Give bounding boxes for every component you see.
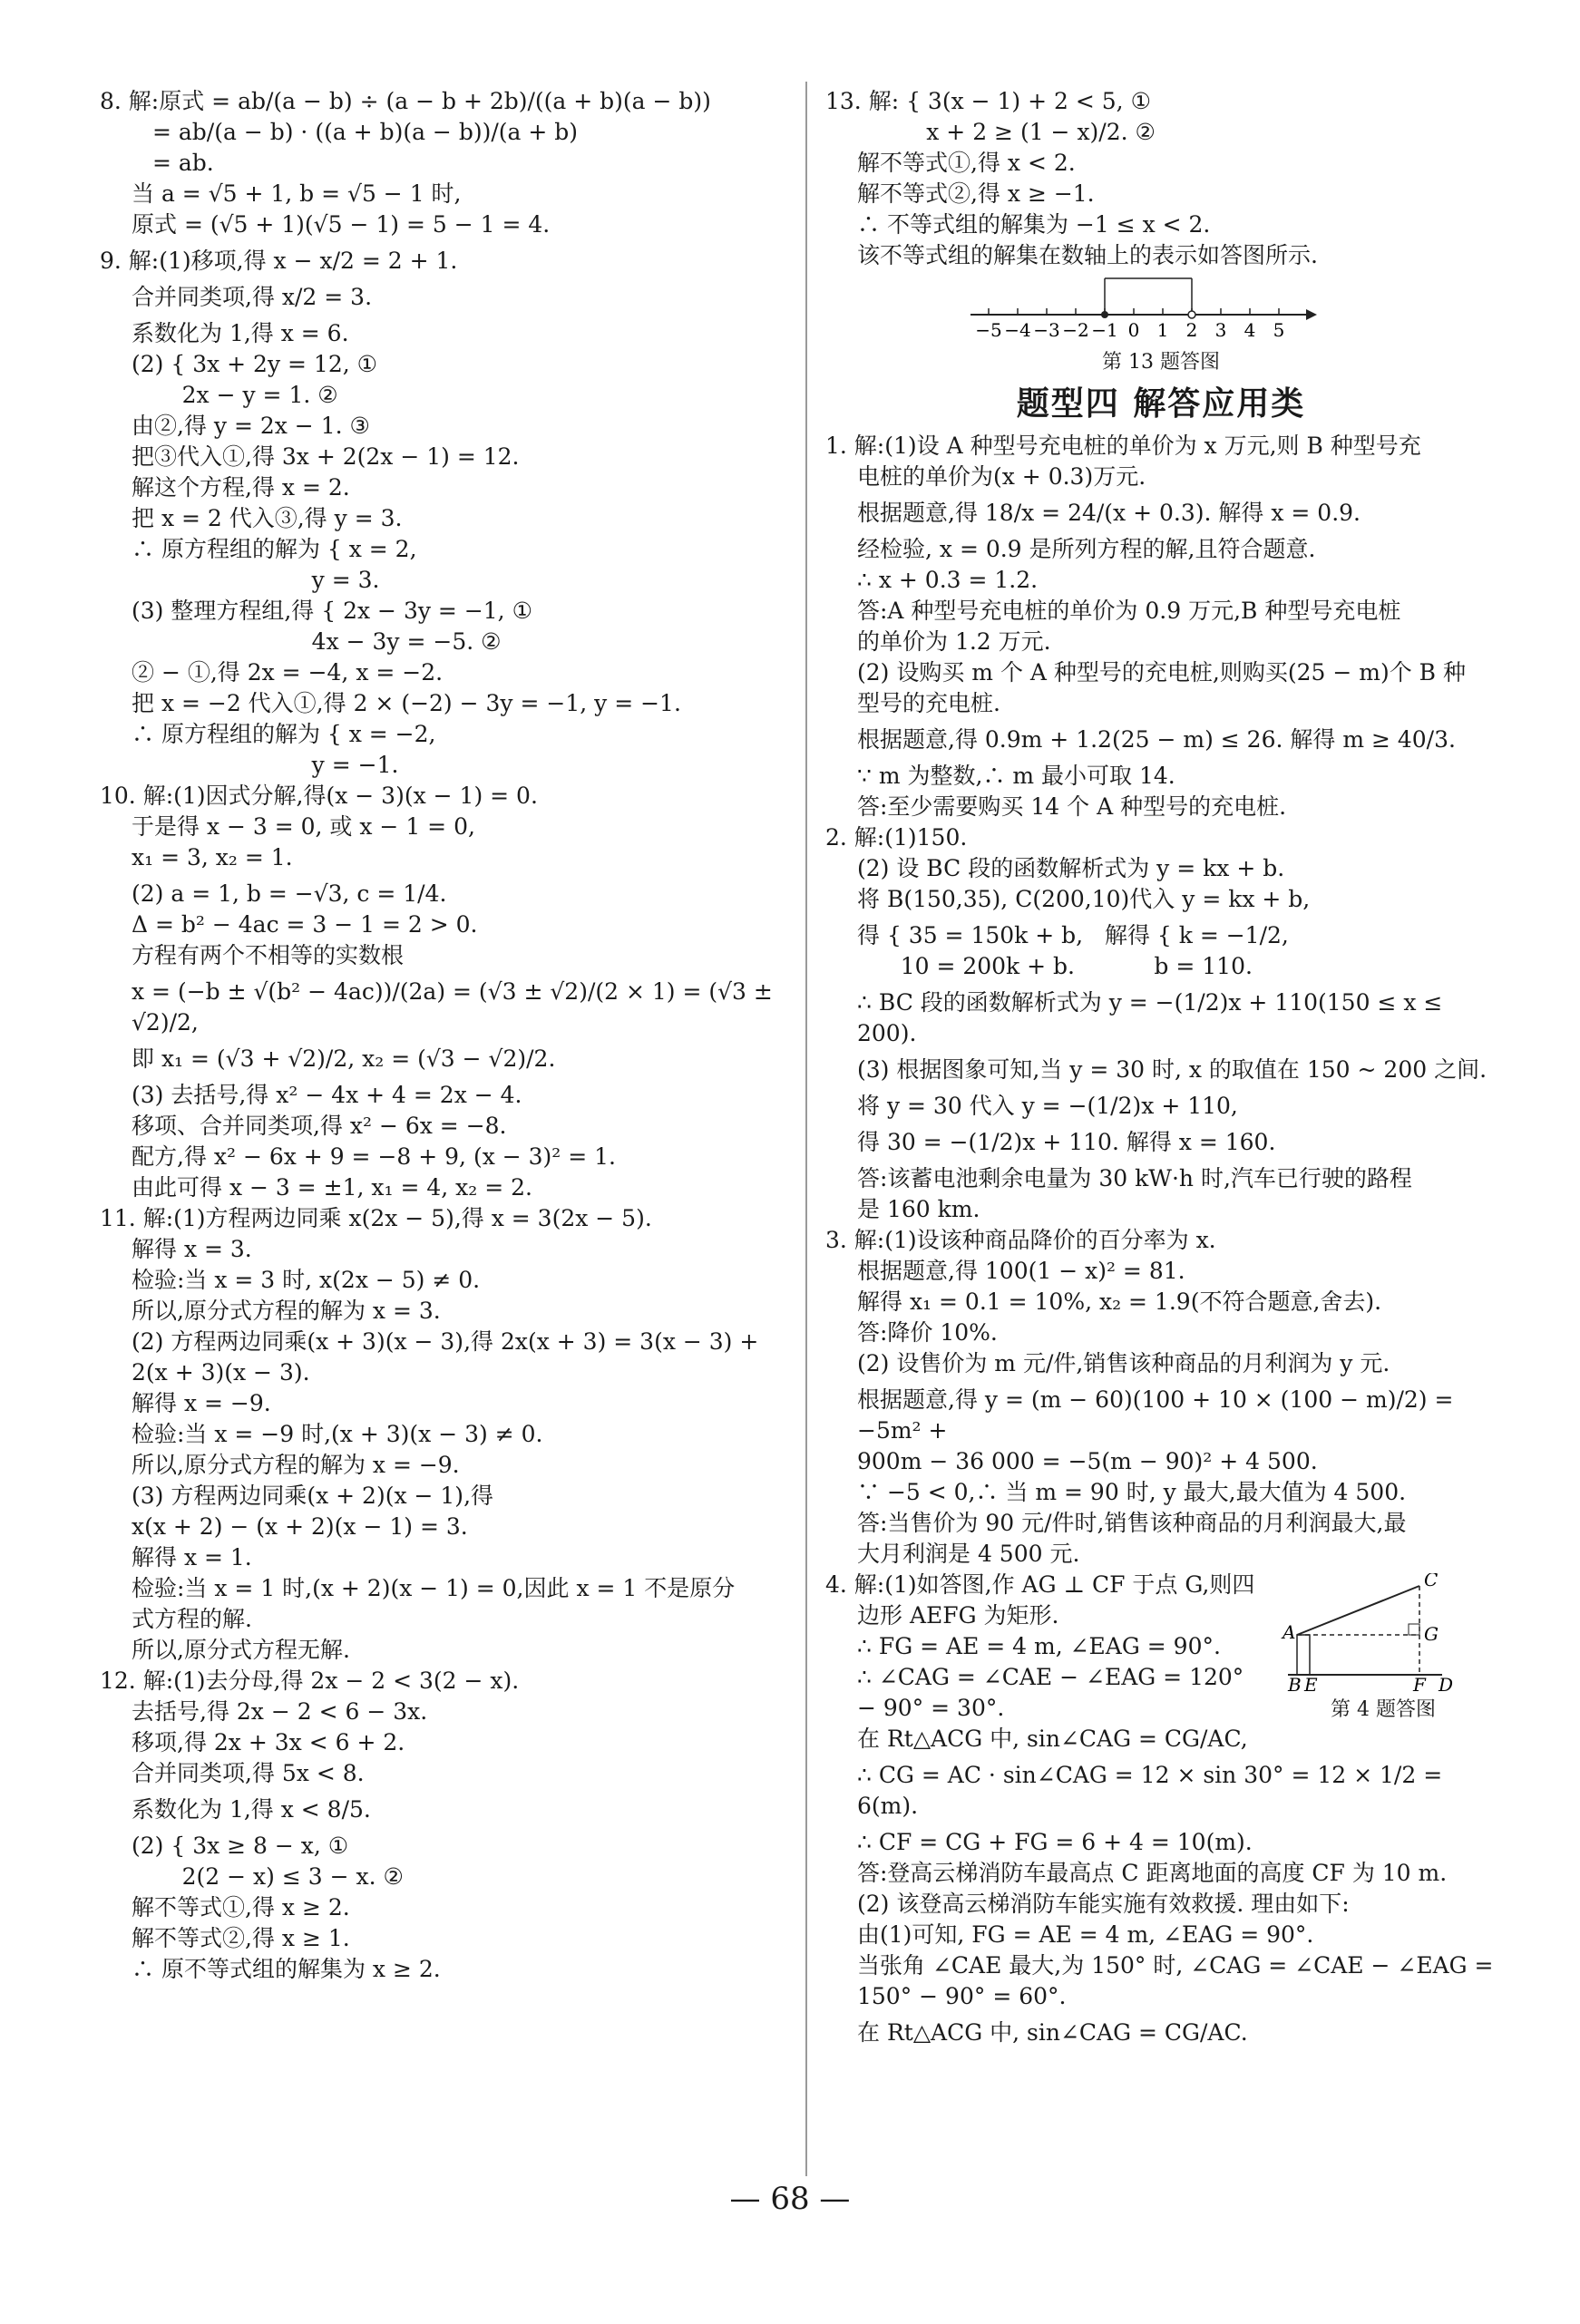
text-line: ② − ①,得 2x = −4, x = −2. [132, 659, 444, 686]
tick-label: 5 [1273, 319, 1285, 341]
text-line: (2) 设售价为 m 元/件,销售该种商品的月利润为 y 元. [857, 1350, 1390, 1376]
tick-label: −1 [1091, 319, 1118, 341]
text-line: (3) 根据图象可知,当 y = 30 时, x 的取值在 150 ~ 200 之间. [857, 1056, 1487, 1083]
text-line: x = (−b ± √(b² − 4ac))/(2a) = (√3 ± √2)/(2 × 1) = (√3 ± √2)/2, [132, 978, 780, 1036]
left-column [100, 86, 798, 1985]
text-line: 答:A 种型号充电桩的单价为 0.9 万元,B 种型号充电桩 [857, 598, 1401, 624]
text-line: 解不等式①,得 x < 2. [857, 150, 1076, 176]
tick-label: −2 [1062, 319, 1089, 341]
text-line: 经检验, x = 0.9 是所列方程的解,且符合题意. [857, 536, 1316, 562]
text-line: 3. 解:(1)设该种商品降价的百分率为 x. [825, 1227, 1216, 1253]
label-c: C [1424, 1573, 1439, 1590]
text-line: ∵ −5 < 0,∴ 当 m = 90 时, y 最大,最大值为 4 500. [857, 1479, 1407, 1505]
text-line: 答:降价 10%. [857, 1319, 998, 1346]
text-line: Δ = b² − 4ac = 3 − 1 = 2 > 0. [132, 911, 478, 938]
text-line: 答:当售价为 90 元/件时,销售该种商品的月利润最大,最 [857, 1510, 1407, 1536]
number-line-svg [825, 271, 1497, 344]
text-line: ∴ x + 0.3 = 1.2. [857, 567, 1039, 593]
text-line: 在 Rt△ACG 中, sin∠CAG = CG/AC, [857, 1726, 1248, 1752]
text-line: 系数化为 1,得 x < 8/5. [132, 1796, 371, 1823]
text-line: 合并同类项,得 x/2 = 3. [132, 284, 373, 310]
right-angle-mark [1409, 1624, 1419, 1635]
application-problems [825, 431, 1497, 1570]
text-line: 电桩的单价为(x + 0.3)万元. [857, 463, 1146, 490]
tick-label: −4 [1004, 319, 1031, 341]
text-line: (3) 整理方程组,得 { 2x − 3y = −1, ① [132, 598, 532, 624]
label-b: B [1288, 1674, 1302, 1691]
text-line: (2) 方程两边同乘(x + 3)(x − 3),得 2x(x + 3) = 3(x − 3) + [132, 1328, 759, 1355]
text-line: (3) 去括号,得 x² − 4x + 4 = 2x − 4. [132, 1082, 522, 1108]
text-line: 答:至少需要购买 14 个 A 种型号的充电桩. [857, 793, 1287, 820]
number-line-figure [825, 271, 1497, 376]
text-line: 去括号,得 2x − 2 < 6 − 3x. [132, 1698, 428, 1725]
text-line: 1. 解:(1)设 A 种型号充电桩的单价为 x 万元,则 B 种型号充 [825, 433, 1421, 459]
text-line: (2) a = 1, b = −√3, c = 1/4. [132, 880, 447, 907]
label-d: D [1439, 1674, 1454, 1691]
text-line: ∵ m 为整数,∴ m 最小可取 14. [857, 763, 1175, 789]
text-line: 解不等式②,得 x ≥ 1. [132, 1925, 350, 1951]
text-line: 解这个方程,得 x = 2. [132, 474, 350, 501]
text-line: 根据题意,得 0.9m + 1.2(25 − m) ≤ 26. 解得 m ≥ 40/3. [857, 726, 1456, 753]
text-line: = ab. [152, 150, 214, 176]
text-line: 2x − y = 1. ② [132, 382, 338, 408]
text-line: 900m − 36 000 = −5(m − 90)² + 4 500. [857, 1448, 1318, 1474]
text-line: 配方,得 x² − 6x + 9 = −8 + 9, (x − 3)² = 1. [132, 1143, 617, 1170]
text-line: ∴ 原不等式组的解集为 x ≥ 2. [132, 1956, 441, 1982]
text-line: (2) 设 BC 段的函数解析式为 y = kx + b. [857, 855, 1285, 881]
text-line: ∴ ∠CAG = ∠CAE − ∠EAG = 120° − 90° = 30°. [857, 1664, 1252, 1721]
text-line: x(x + 2) − (x + 2)(x − 1) = 3. [132, 1513, 468, 1540]
text-line: ∴ CF = CG + FG = 6 + 4 = 10(m). [857, 1829, 1253, 1855]
tick-label: −5 [975, 319, 1002, 341]
text-line: 解得 x = 3. [132, 1236, 252, 1262]
text-line: y = 3. [132, 567, 380, 593]
text-line: 由此可得 x − 3 = ±1, x₁ = 4, x₂ = 2. [132, 1174, 532, 1201]
text-line: 型号的充电桩. [857, 690, 1000, 716]
label-a: A [1283, 1621, 1296, 1643]
label-f: F [1413, 1674, 1426, 1691]
problem-4-figure [1270, 1573, 1497, 1724]
text-line: 合并同类项,得 5x < 8. [132, 1760, 365, 1786]
tick-label: 1 [1156, 319, 1169, 341]
text-line: 根据题意,得 18/x = 24/(x + 0.3). 解得 x = 0.9. [857, 500, 1361, 526]
text-line: 根据题意,得 y = (m − 60)(100 + 10 × (100 − m)/2) = −5m² + [857, 1386, 1461, 1444]
text-line: 大月利润是 4 500 元. [857, 1541, 1080, 1567]
text-line: 是 160 km. [857, 1196, 980, 1222]
text-line: 系数化为 1,得 x = 6. [132, 320, 349, 346]
text-line: y = −1. [132, 752, 399, 778]
text-line: 由(1)可知, FG = AE = 4 m, ∠EAG = 90°. [857, 1921, 1314, 1948]
problem-4-block [825, 1570, 1497, 1755]
text-line: 于是得 x − 3 = 0, 或 x − 1 = 0, [132, 813, 475, 840]
text-line: ∴ 原方程组的解为 { x = −2, [132, 721, 436, 747]
text-line: x₁ = 3, x₂ = 1. [132, 844, 293, 870]
problem-13-block [825, 86, 1497, 271]
text-line: 解得 x = 1. [132, 1544, 252, 1570]
text-line: (2) { 3x + 2y = 12, ① [132, 351, 378, 377]
problem-4-caption: 第 4 题答图 [1331, 1698, 1436, 1721]
text-line: 得 30 = −(1/2)x + 110. 解得 x = 160. [857, 1129, 1276, 1155]
text-line: 把 x = 2 代入③,得 y = 3. [132, 505, 403, 531]
text-line: 4. 解:(1)如答图,作 AG ⊥ CF 于点 G,则四 [825, 1571, 1255, 1598]
text-line: (2) { 3x ≥ 8 − x, ① [132, 1833, 349, 1859]
text-line: (2) 该登高云梯消防车能实施有效救援. 理由如下: [857, 1891, 1350, 1917]
axis-arrow [1306, 309, 1317, 320]
text-line: ∴ BC 段的函数解析式为 y = −(1/2)x + 110(150 ≤ x ≤ 200). [857, 989, 1450, 1046]
text-line: = ab/(a − b) · ((a + b)(a − b))/(a + b) [152, 119, 579, 145]
text-line: 方程有两个不相等的实数根 [132, 942, 405, 968]
truck-base [1297, 1635, 1310, 1675]
text-line: 当 a = √5 + 1, b = √5 − 1 时, [132, 180, 462, 207]
text-line: 解不等式②,得 x ≥ −1. [857, 180, 1095, 207]
right-column [825, 86, 1497, 2048]
text-line: ∴ 不等式组的解集为 −1 ≤ x < 2. [857, 211, 1211, 238]
text-line: 8. 解:原式 = ab/(a − b) ÷ (a − b + 2b)/((a + b)(a − b)) [100, 88, 711, 114]
text-line: 10. 解:(1)因式分解,得(x − 3)(x − 1) = 0. [100, 783, 538, 809]
text-line: ∴ FG = AE = 4 m, ∠EAG = 90°. [857, 1633, 1221, 1659]
text-line: (2) 设购买 m 个 A 种型号的充电桩,则购买(25 − m)个 B 种 [857, 659, 1466, 686]
page-number: — 68 — [729, 2181, 851, 2217]
text-line: 所以,原分式方程的解为 x = 3. [132, 1298, 441, 1324]
tick-label: 3 [1214, 319, 1227, 341]
text-line: 的单价为 1.2 万元. [857, 628, 1051, 655]
open-point [1188, 311, 1195, 318]
text-line: 把 x = −2 代入①,得 2 × (−2) − 3y = −1, y = −1. [132, 690, 681, 716]
text-line: 得 { 35 = 150k + b, 解得 { k = −1/2, [857, 922, 1289, 948]
text-line: 12. 解:(1)去分母,得 2x − 2 < 3(2 − x). [100, 1668, 520, 1694]
text-line: 2. 解:(1)150. [825, 824, 968, 851]
text-line: 2(2 − x) ≤ 3 − x. ② [132, 1863, 404, 1890]
text-line: (3) 方程两边同乘(x + 2)(x − 1),得 [132, 1483, 494, 1509]
text-line: 13. 解: { 3(x − 1) + 2 < 5, ① [825, 88, 1151, 114]
text-line: 11. 解:(1)方程两边同乘 x(2x − 5),得 x = 3(2x − 5). [100, 1205, 652, 1231]
text-line: ∴ CG = AC · sin∠CAG = 12 × sin 30° = 12 × 1/2 = 6(m). [857, 1762, 1450, 1819]
text-line: 式方程的解. [132, 1606, 252, 1632]
text-line: 在 Rt△ACG 中, sin∠CAG = CG/AC. [857, 2019, 1248, 2046]
tick-label: 4 [1244, 319, 1256, 341]
text-line: 当张角 ∠CAE 最大,为 150° 时, ∠CAG = ∠CAE − ∠EAG = [857, 1952, 1494, 1979]
text-line: 由②,得 y = 2x − 1. ③ [132, 413, 370, 439]
text-line: 所以,原分式方程无解. [132, 1637, 350, 1663]
text-line: 答:登高云梯消防车最高点 C 距离地面的高度 CF 为 10 m. [857, 1860, 1448, 1886]
text-line: 把③代入①,得 3x + 2(2x − 1) = 12. [132, 443, 520, 470]
text-line: ∴ 原方程组的解为 { x = 2, [132, 536, 417, 562]
ladder-ac [1297, 1586, 1419, 1635]
ladder-diagram [1270, 1573, 1497, 1691]
text-line: 检验:当 x = −9 时,(x + 3)(x − 3) ≠ 0. [132, 1421, 543, 1447]
text-line: 移项,得 2x + 3x < 6 + 2. [132, 1729, 405, 1755]
text-line: 根据题意,得 100(1 − x)² = 81. [857, 1258, 1185, 1284]
text-line: 答:该蓄电池剩余电量为 30 kW·h 时,汽车已行驶的路程 [857, 1165, 1412, 1191]
text-line: 4x − 3y = −5. ② [132, 628, 502, 655]
text-line: 原式 = (√5 + 1)(√5 − 1) = 5 − 1 = 4. [132, 211, 551, 238]
tick-label: −3 [1033, 319, 1060, 341]
text-line: 将 y = 30 代入 y = −(1/2)x + 110, [857, 1093, 1238, 1119]
text-line: 边形 AEFG 为矩形. [857, 1602, 1059, 1629]
text-line: 9. 解:(1)移项,得 x − x/2 = 2 + 1. [100, 248, 458, 274]
text-line: 将 B(150,35), C(200,10)代入 y = kx + b, [857, 886, 1311, 912]
label-g: G [1424, 1623, 1439, 1645]
problem-4-start [825, 1570, 1261, 1755]
text-line: 移项、合并同类项,得 x² − 6x = −8. [132, 1113, 507, 1139]
text-line: 检验:当 x = 3 时, x(2x − 5) ≠ 0. [132, 1267, 481, 1293]
label-e: E [1304, 1674, 1318, 1691]
tick-label: 2 [1185, 319, 1198, 341]
text-line: x + 2 ≥ (1 − x)/2. ② [825, 119, 1156, 145]
text-line: 解得 x = −9. [132, 1390, 271, 1416]
text-line: 2(x + 3)(x − 3). [132, 1359, 310, 1386]
closed-point [1101, 311, 1108, 318]
text-line: 所以,原分式方程的解为 x = −9. [132, 1452, 460, 1478]
text-line: 检验:当 x = 1 时,(x + 2)(x − 1) = 0,因此 x = 1 不是原分 [132, 1575, 736, 1601]
text-line: 150° − 90° = 60°. [857, 1983, 1067, 2009]
text-line: 10 = 200k + b. b = 110. [857, 953, 1253, 979]
text-line: 该不等式组的解集在数轴上的表示如答图所示. [857, 242, 1318, 268]
number-line-caption: 第 13 题答图 [1102, 351, 1220, 374]
problem-4-rest [825, 1760, 1497, 2048]
text-line: 即 x₁ = (√3 + √2)/2, x₂ = (√3 − √2)/2. [132, 1045, 556, 1072]
column-divider [805, 82, 807, 2176]
text-line: 解得 x₁ = 0.1 = 10%, x₂ = 1.9(不符合题意,舍去). [857, 1288, 1382, 1315]
section-title: 题型四 解答应用类 [1016, 385, 1306, 423]
tick-label: 0 [1127, 319, 1140, 341]
text-line: 解不等式①,得 x ≥ 2. [132, 1894, 350, 1920]
